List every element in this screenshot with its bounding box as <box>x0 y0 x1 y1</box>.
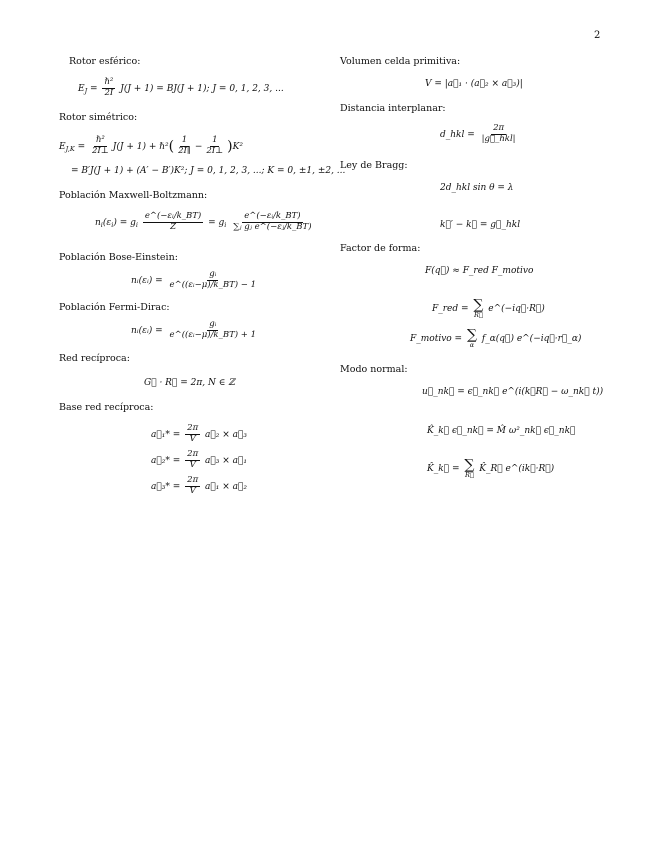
equation-rotor-esferico: $E_J$ = $\frac{\text{ℏ²}}{2I}$ J(J + 1) = BJ(J + 1); J = 0, 1, 2, 3, ... <box>78 77 284 98</box>
eq-arg: (ε <box>102 217 112 228</box>
fraction <box>185 476 200 497</box>
fraction <box>480 124 518 145</box>
eq-lhs: a⃗₁* = <box>151 429 181 440</box>
eq-lhs: F_red = <box>432 303 469 314</box>
fraction <box>102 78 115 99</box>
eq-lhs: a⃗₂* = <box>151 455 181 466</box>
heading-maxwell-boltzmann: Población Maxwell-Boltzmann: <box>59 190 208 201</box>
frac-num: 2π <box>493 123 505 133</box>
summation: ∑ R⃗ <box>464 457 475 479</box>
heading-volumen-celda: Volumen celda primitiva: <box>340 56 461 67</box>
frac-num: 1 <box>212 135 218 145</box>
equation-red-reciproca: G⃗ · R⃗ = 2π, N ∈ ℤ <box>144 378 235 388</box>
heading-factor-forma: Factor de forma: <box>340 243 421 254</box>
frac-num: e^(−εᵢ/k_BT) <box>244 211 301 221</box>
eq-rhs: a⃗₂ × a⃗₃ <box>205 429 248 440</box>
heading-fermi-dirac: Población Fermi-Dirac: <box>59 302 170 313</box>
sum-index: R⃗ <box>474 311 483 319</box>
heading-rotor-simetrico: Rotor simétrico: <box>59 112 138 123</box>
eq-rhs: a⃗₃ × a⃗₁ <box>205 455 248 466</box>
eq-lhs: nᵢ(εᵢ) = <box>131 275 163 286</box>
frac-num: 1 <box>181 135 188 145</box>
frac-num: 2π <box>187 423 199 433</box>
fraction <box>204 136 225 157</box>
eq-rhs: e^(−iq⃗·R⃗) <box>488 303 545 314</box>
eq-lhs: n <box>95 217 101 228</box>
eq-lhs: F_motivo = <box>410 333 463 344</box>
eq-sub: i <box>135 220 138 229</box>
frac-den: V <box>189 433 196 444</box>
frac-den: e^((εᵢ−μ)/k_BT) − 1 <box>169 279 256 290</box>
equation-factor-forma-2 <box>432 298 545 319</box>
eq-sub: i <box>100 220 103 229</box>
eq-sub: J <box>84 86 88 95</box>
equation-bose-einstein <box>131 270 260 291</box>
equation-factor-forma-3 <box>410 328 581 349</box>
fraction <box>168 270 258 291</box>
equation-rotor-simetrico-1: $E_{J,K}$ = $\frac{\text{ℏ²}}{2I\perp}$ J(J + 1) + ℏ²( $\frac{1}{2I\parallel}$ − $\frac{1}{2I\perp}$ )K² <box>59 135 243 156</box>
eq-close: ) = g <box>113 217 136 228</box>
eq-lhs: K̂_k⃗ = <box>427 463 460 474</box>
equation-factor-forma-1: F(q⃗) ≈ F_red F_motivo <box>425 266 534 276</box>
frac-num: e^(−εᵢ/k_BT) <box>144 211 202 221</box>
equation-base-row-3 <box>151 476 247 497</box>
frac-den: 2I⊥ <box>206 145 224 156</box>
page-number: 2 <box>594 30 601 41</box>
eq-eq2: = g <box>208 217 225 228</box>
equation-volumen: V = |a⃗₁ · (a⃗₂ × a⃗₃)| <box>425 79 523 89</box>
equation-modo-normal-2: K̂_k⃗ ϵ⃗_nk⃗ = M̂ ω²_nk⃗ ϵ⃗_nk⃗ <box>427 426 576 436</box>
heading-rotor-esferico: Rotor esférico: <box>69 56 141 67</box>
equation-rotor-simetrico-2: = B′J(J + 1) + (A′ − B′)K²; J = 0, 1, 2, 3, ...; K = 0, ±1, ±2, ... <box>71 166 346 176</box>
frac-num: ℏ² <box>95 135 105 145</box>
heading-base-red-reciproca: Base red recíproca: <box>59 402 154 413</box>
fraction <box>185 450 200 471</box>
frac-den: 2I <box>104 87 114 98</box>
heading-distancia-interplanar: Distancia interplanar: <box>340 103 446 114</box>
eq-tail: K² <box>232 141 243 152</box>
heading-modo-normal: Modo normal: <box>340 364 408 375</box>
fraction <box>185 424 200 445</box>
equation-base-row-1 <box>151 424 247 445</box>
eq-lhs: nᵢ(εᵢ) = <box>131 325 163 336</box>
eq-lhs: E <box>59 141 66 152</box>
frac-num: ℏ² <box>104 77 114 87</box>
equation-fermi-dirac <box>131 320 260 341</box>
frac-num: 2π <box>187 449 199 459</box>
eq-minus: − <box>194 141 203 152</box>
summation: ∑ α <box>466 327 477 349</box>
fraction <box>90 136 111 157</box>
fraction <box>231 212 313 233</box>
sum-index: α <box>469 341 475 349</box>
frac-den: V <box>189 459 196 470</box>
frac-den: |g⃗_hkl| <box>481 133 516 144</box>
summation: ∑ R⃗ <box>473 297 484 319</box>
sum-index: R⃗ <box>464 471 474 479</box>
equation-maxwell-boltzmann <box>95 212 316 233</box>
eq-rhs: f_α(q⃗) e^(−iq⃗·r⃗_α) <box>481 333 582 344</box>
heading-ley-bragg: Ley de Bragg: <box>340 160 408 171</box>
eq-sub: J,K <box>65 144 75 153</box>
fraction <box>143 212 203 233</box>
eq-mid: J(J + 1) + ℏ² <box>112 141 169 152</box>
fraction <box>168 320 258 341</box>
eq-lhs: E <box>78 83 85 94</box>
heading-bose-einstein: Población Bose-Einstein: <box>59 252 178 263</box>
equation-modo-normal-1: u⃗_nk⃗ = ϵ⃗_nk⃗ e^(i(k⃗R⃗ − ω_nk⃗ t)) <box>422 387 604 397</box>
fraction <box>176 136 193 157</box>
frac-den: 2I⊥ <box>92 145 109 156</box>
eq-rest: J(J + 1) = BJ(J + 1); J = 0, 1, 2, 3, ... <box>120 83 284 94</box>
frac-den: Z <box>170 221 176 232</box>
frac-den: V <box>189 485 196 496</box>
frac-num: gᵢ <box>209 319 217 329</box>
eq-lhs: d_hkl = <box>440 129 475 140</box>
eq-rhs: a⃗₁ × a⃗₂ <box>205 481 248 492</box>
frac-den: 2I∥ <box>178 145 191 156</box>
frac-num: 2π <box>187 475 199 485</box>
eq-lhs: a⃗₃* = <box>151 481 181 492</box>
eq-rhs: K̂_R⃗ e^(ik⃗·R⃗) <box>479 463 555 474</box>
equation-base-row-2 <box>151 450 247 471</box>
frac-num: gᵢ <box>209 269 217 279</box>
frac-den: ∑ⱼ gⱼ e^(−εⱼ/k_BT) <box>233 221 312 232</box>
eq-sub: i <box>111 220 114 229</box>
equation-modo-normal-3 <box>427 458 554 479</box>
equation-distancia <box>440 124 520 145</box>
equation-bragg-1: 2d_hkl sin θ = λ <box>440 183 514 193</box>
heading-red-reciproca: Red recíproca: <box>59 353 130 364</box>
eq-sub: i <box>224 220 227 229</box>
equation-bragg-2: k⃗′ − k⃗ = g⃗_hkl <box>440 220 521 230</box>
frac-den: e^((εᵢ−μ)/k_BT) + 1 <box>169 329 256 340</box>
